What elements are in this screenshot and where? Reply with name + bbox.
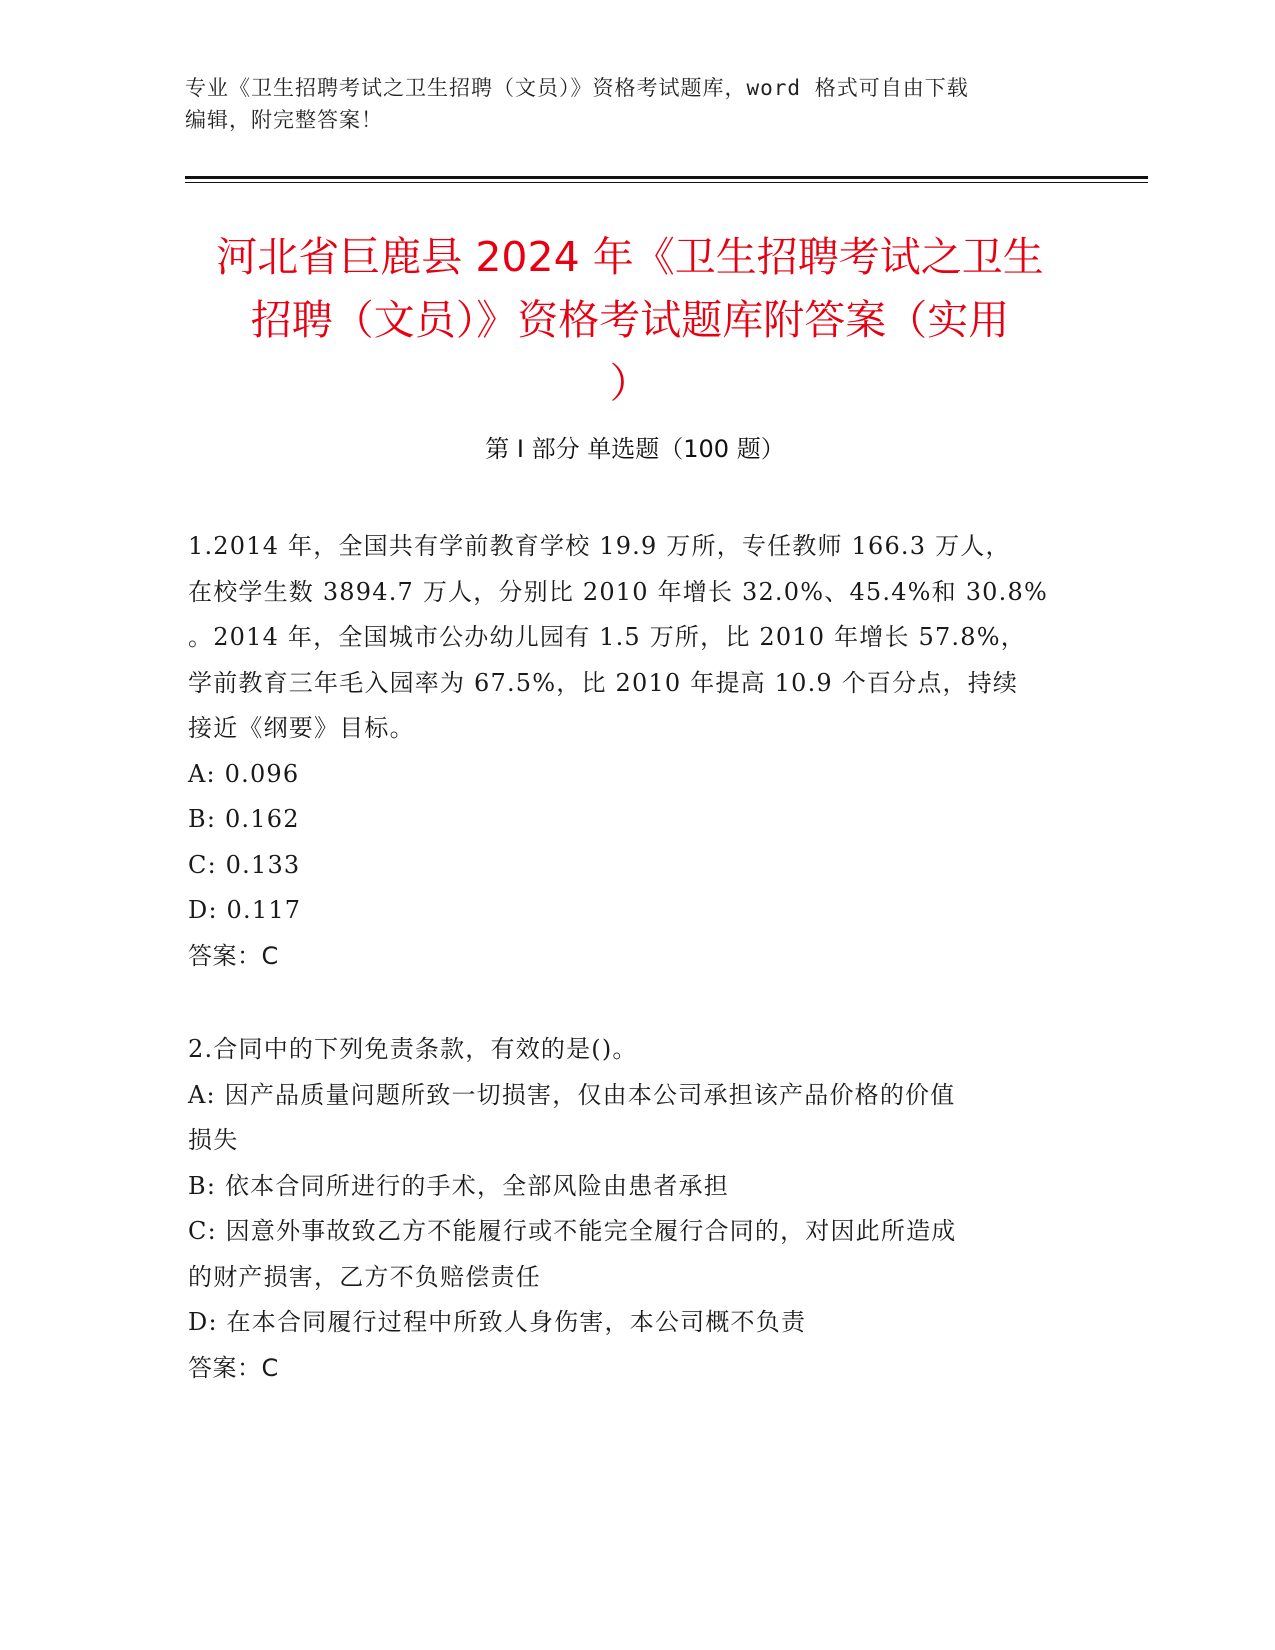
header-note-line: 编辑，附完整答案！ <box>185 108 383 132</box>
answer-label: 答案：C <box>188 1353 279 1382</box>
option-a: A: 0.096 <box>188 759 300 788</box>
question-stem-line: 2.合同中的下列免责条款，有效的是()。 <box>188 1035 638 1063</box>
question-stem-line: 学前教育三年毛入园率为 67.5%，比 2010 年提高 10.9 个百分点，持续 <box>188 668 1019 697</box>
option-line: C: 因意外事故致乙方不能履行或不能完全履行合同的，对因此所造成 <box>188 1217 957 1245</box>
header-divider-thin <box>185 182 1148 183</box>
option-line: A: 因产品质量问题所致一切损害，仅由本公司承担该产品价格的价值 <box>188 1080 956 1109</box>
option-line: 的财产损害，乙方不负赔偿责任 <box>188 1262 541 1291</box>
header-divider-thick <box>185 176 1148 179</box>
title-line: 招聘（文员）》资格考试题库附答案（实用 <box>250 296 1010 344</box>
option-c: C: 0.133 <box>188 850 301 879</box>
question-1 <box>188 524 1088 979</box>
document-title <box>180 226 1080 415</box>
question-2 <box>188 1027 1088 1391</box>
title-line: 河北省巨鹿县 2024 年《卫生招聘考试之卫生 <box>216 233 1044 281</box>
header-note-line: 专业《卫生招聘考试之卫生招聘（文员）》资格考试题库，word 格式可自由下载 <box>185 76 969 100</box>
question-stem-line: 在校学生数 3894.7 万人，分别比 2010 年增长 32.0%、45.4%和 30.8% <box>188 577 1048 606</box>
option-line: 损失 <box>188 1126 239 1154</box>
header-note <box>185 72 1085 136</box>
option-d: D: 0.117 <box>188 896 302 924</box>
option-line: B: 依本合同所进行的手术，全部风险由患者承担 <box>188 1171 729 1200</box>
section-heading: 第 I 部分 单选题（100 题） <box>485 435 785 463</box>
title-line: ） <box>609 359 651 407</box>
option-line: D: 在本合同履行过程中所致人身伤害，本公司概不负责 <box>188 1308 807 1336</box>
question-stem-line: 接近《纲要》目标。 <box>188 714 415 742</box>
question-stem-line: 。2014 年，全国城市公办幼儿园有 1.5 万所，比 2010 年增长 57.8%， <box>188 623 1026 651</box>
question-stem-line: 1.2014 年，全国共有学前教育学校 19.9 万所，专任教师 166.3 万人， <box>188 532 1011 560</box>
answer-label: 答案：C <box>188 941 279 970</box>
option-b: B: 0.162 <box>188 805 300 833</box>
